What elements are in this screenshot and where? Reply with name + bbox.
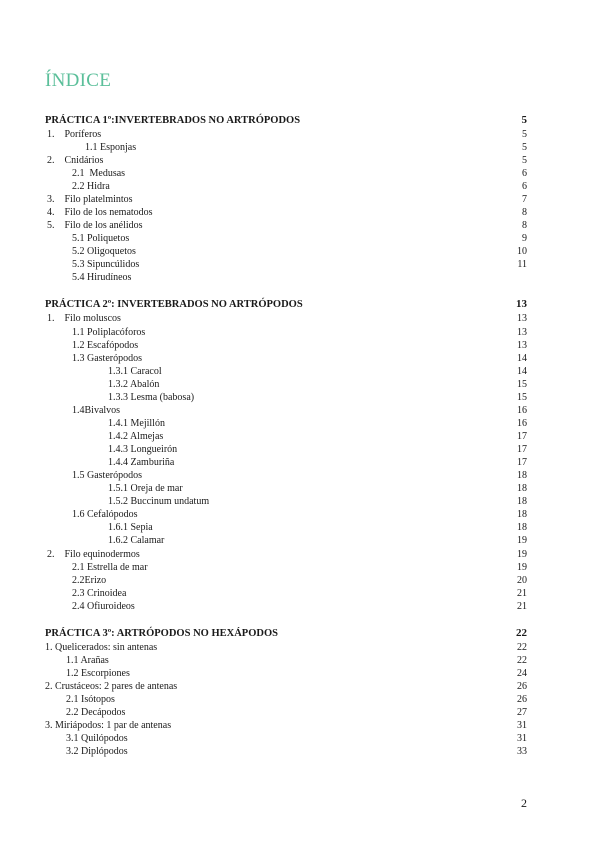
toc-entry-label: 2.2 Hidra [72, 181, 110, 192]
toc-entry[interactable] [0, 495, 600, 508]
toc-entry[interactable] [0, 232, 600, 245]
toc-entry-page: 26 [517, 681, 527, 692]
toc-entry-page: 5 [522, 142, 527, 153]
toc-entry-page: 13 [517, 340, 527, 351]
toc-entry-page: 22 [517, 642, 527, 653]
toc-entry-page: 33 [517, 746, 527, 757]
toc-entry-page: 11 [517, 259, 527, 270]
toc-entry-page: 10 [517, 246, 527, 257]
toc-entry-page: 21 [517, 601, 527, 612]
page-number: 2 [521, 796, 527, 810]
toc-entry[interactable] [0, 732, 600, 745]
toc-entry[interactable] [0, 745, 600, 758]
toc-entry-page: 19 [517, 549, 527, 560]
toc-entry[interactable] [0, 574, 600, 587]
toc-entry[interactable] [0, 404, 600, 417]
toc-entry-label: 1.2 Escafópodos [72, 340, 139, 351]
toc-entry-label: 1.6.1 Sepia [108, 522, 153, 533]
toc-entry-page: 9 [522, 233, 527, 244]
toc-entry-page: 5 [522, 155, 527, 166]
toc-entry-label: 3.1 Quilópodos [66, 733, 128, 744]
toc-entry[interactable] [0, 693, 600, 706]
toc-entry-label: 1.1 Arañas [66, 655, 109, 666]
toc-entry-label: 4. Filo de los nematodos [47, 207, 153, 218]
toc-entry-label: 1.4.3 Longueirón [108, 444, 178, 455]
toc-entry-page: 14 [517, 366, 527, 377]
toc-entry-label: 1.1 Esponjas [85, 142, 137, 153]
toc-entry-label: 1. Filo moluscos [47, 313, 121, 324]
toc-entry[interactable] [0, 600, 600, 613]
toc-entry-label: 2.1 Isótopos [66, 694, 115, 705]
toc-entry-label: 3. Miriápodos: 1 par de antenas [45, 720, 172, 731]
toc-entry-page: 5 [522, 129, 527, 140]
toc-entry-page: 22 [516, 627, 527, 639]
toc-entry[interactable] [0, 417, 600, 430]
toc-entry[interactable] [0, 339, 600, 352]
toc-entry-page: 15 [517, 392, 527, 403]
toc-entry[interactable] [0, 680, 600, 693]
toc-entry[interactable] [0, 654, 600, 667]
toc-entry-label: 1.5 Gasterópodos [72, 470, 142, 481]
toc-entry[interactable] [0, 641, 600, 654]
toc-entry-label: PRÁCTICA 3º: ARTRÓPODOS NO HEXÁPODOS [45, 628, 278, 639]
toc-entry-label: 3.2 Diplópodos [66, 746, 128, 757]
toc-entry-page: 5 [521, 114, 527, 126]
toc-entry-page: 6 [522, 168, 527, 179]
toc-entry[interactable] [0, 180, 600, 193]
toc-entry-page: 18 [517, 496, 527, 507]
toc-entry-page: 19 [517, 535, 527, 546]
toc-entry-label: 1.2 Escorpiones [66, 668, 130, 679]
toc-entry-page: 26 [517, 694, 527, 705]
toc-entry[interactable] [0, 561, 600, 574]
toc-entry-label: 2.2 Decápodos [66, 707, 126, 718]
toc-entry[interactable] [0, 365, 600, 378]
toc-entry-label: 1.4Bivalvos [72, 405, 121, 416]
toc-section-heading[interactable] [0, 114, 600, 127]
toc-entry-page: 24 [517, 668, 527, 679]
toc-entry-label: 1. Poríferos [47, 129, 102, 140]
toc-entry-label: 5. Filo de los anélidos [47, 220, 143, 231]
toc-entry-label: 2.2Erizo [72, 575, 107, 586]
toc-entry-page: 18 [517, 522, 527, 533]
toc-entry[interactable] [0, 219, 600, 232]
toc-entry-label: 2. Crustáceos: 2 pares de antenas [45, 681, 178, 692]
toc-entry-page: 16 [517, 418, 527, 429]
toc-entry[interactable] [0, 667, 600, 680]
toc-entry[interactable] [0, 167, 600, 180]
toc-section-heading[interactable] [0, 298, 600, 311]
toc-entry-label: 1.3.2 Abalón [108, 379, 160, 390]
toc-entry[interactable] [0, 258, 600, 271]
toc-entry-label: 5.3 Sipuncúlidos [72, 259, 140, 270]
toc-entry-page: 16 [517, 405, 527, 416]
toc-entry-label: 2.4 Ofiuroideos [72, 601, 135, 612]
page-title: ÍNDICE [45, 70, 112, 91]
toc-entry-page: 19 [517, 562, 527, 573]
toc-entry-page: 21 [517, 588, 527, 599]
toc-entry-label: 2.1 Estrella de mar [72, 562, 148, 573]
toc-entry-page: 18 [517, 470, 527, 481]
toc-entry-label: 1.6 Cefalópodos [72, 509, 138, 520]
toc-entry-page: 6 [522, 181, 527, 192]
toc-entry[interactable] [0, 391, 600, 404]
toc-entry[interactable] [0, 508, 600, 521]
toc-entry[interactable] [0, 128, 600, 141]
toc-entry-label: 1. Quelicerados: sin antenas [45, 642, 158, 653]
toc-entry-label: 1.3.1 Caracol [108, 366, 162, 377]
toc-entry-page: 8 [522, 207, 527, 218]
toc-entry[interactable] [0, 141, 600, 154]
toc-entry-page: 22 [517, 655, 527, 666]
toc-entry-page: 15 [517, 379, 527, 390]
toc-entry-page: 27 [517, 707, 527, 718]
toc-entry-label: 3. Filo platelmintos [47, 194, 133, 205]
toc-entry-page: 13 [517, 313, 527, 324]
toc-entry-page: 20 [517, 575, 527, 586]
toc-entry-page: 17 [517, 457, 527, 468]
toc-entry-label: 5.2 Oligoquetos [72, 246, 136, 257]
toc-entry[interactable] [0, 482, 600, 495]
toc-entry[interactable] [0, 206, 600, 219]
toc-entry-label: 5.1 Poliquetos [72, 233, 130, 244]
toc-entry-page: 18 [517, 509, 527, 520]
toc-entry[interactable] [0, 719, 600, 732]
toc-entry-label: 2.3 Crinoidea [72, 588, 127, 599]
toc-entry[interactable] [0, 443, 600, 456]
toc-entry[interactable] [0, 430, 600, 443]
toc-entry[interactable] [0, 154, 600, 167]
toc-entry-page: 17 [517, 431, 527, 442]
toc-entry-page: 31 [517, 733, 527, 744]
toc-entry-page: 13 [517, 327, 527, 338]
toc-section-heading[interactable] [0, 627, 600, 640]
toc-entry-label: 1.4.1 Mejillón [108, 418, 165, 429]
toc-entry-label: 1.1 Poliplacóforos [72, 327, 146, 338]
toc-entry[interactable] [0, 587, 600, 600]
toc-entry-label: PRÁCTICA 1º:INVERTEBRADOS NO ARTRÓPODOS [45, 115, 301, 126]
toc-entry-label: 2.1 Medusas [72, 168, 126, 179]
toc-entry[interactable] [0, 706, 600, 719]
toc-entry-label: 1.3.3 Lesma (babosa) [108, 392, 195, 403]
toc-entry-label: 1.3 Gasterópodos [72, 353, 142, 364]
toc-entry-page: 31 [517, 720, 527, 731]
toc-entry[interactable] [0, 326, 600, 339]
toc-entry[interactable] [0, 548, 600, 561]
toc-entry-page: 13 [516, 298, 527, 310]
toc-entry-label: 2. Filo equinodermos [47, 549, 140, 560]
toc-entry-page: 17 [517, 444, 527, 455]
toc-entry-page: 18 [517, 483, 527, 494]
toc-entry[interactable] [0, 352, 600, 365]
toc-entry[interactable] [0, 469, 600, 482]
toc-entry-label: 5.4 Hirudíneos [72, 272, 132, 283]
toc-entry-label: 1.6.2 Calamar [108, 535, 165, 546]
toc-entry-label: 2. Cnidários [47, 155, 104, 166]
toc-entry[interactable] [0, 312, 600, 325]
toc-entry[interactable] [0, 245, 600, 258]
toc-entry[interactable] [0, 378, 600, 391]
toc-entry-page: 14 [517, 353, 527, 364]
toc-entry-label: 1.5.2 Buccinum undatum [108, 496, 210, 507]
toc-entry[interactable] [0, 534, 600, 547]
toc-entry-label: 1.4.4 Zamburiña [108, 457, 175, 468]
toc-entry[interactable] [0, 271, 600, 284]
toc-entry-label: PRÁCTICA 2º: INVERTEBRADOS NO ARTRÓPODOS [45, 299, 303, 310]
toc-entry-label: 1.5.1 Oreja de mar [108, 483, 183, 494]
toc-entry[interactable] [0, 521, 600, 534]
toc-entry[interactable] [0, 193, 600, 206]
toc-entry-page: 7 [522, 194, 527, 205]
toc-entry-label: 1.4.2 Almejas [108, 431, 164, 442]
toc-entry-page: 8 [522, 220, 527, 231]
toc-entry[interactable] [0, 456, 600, 469]
